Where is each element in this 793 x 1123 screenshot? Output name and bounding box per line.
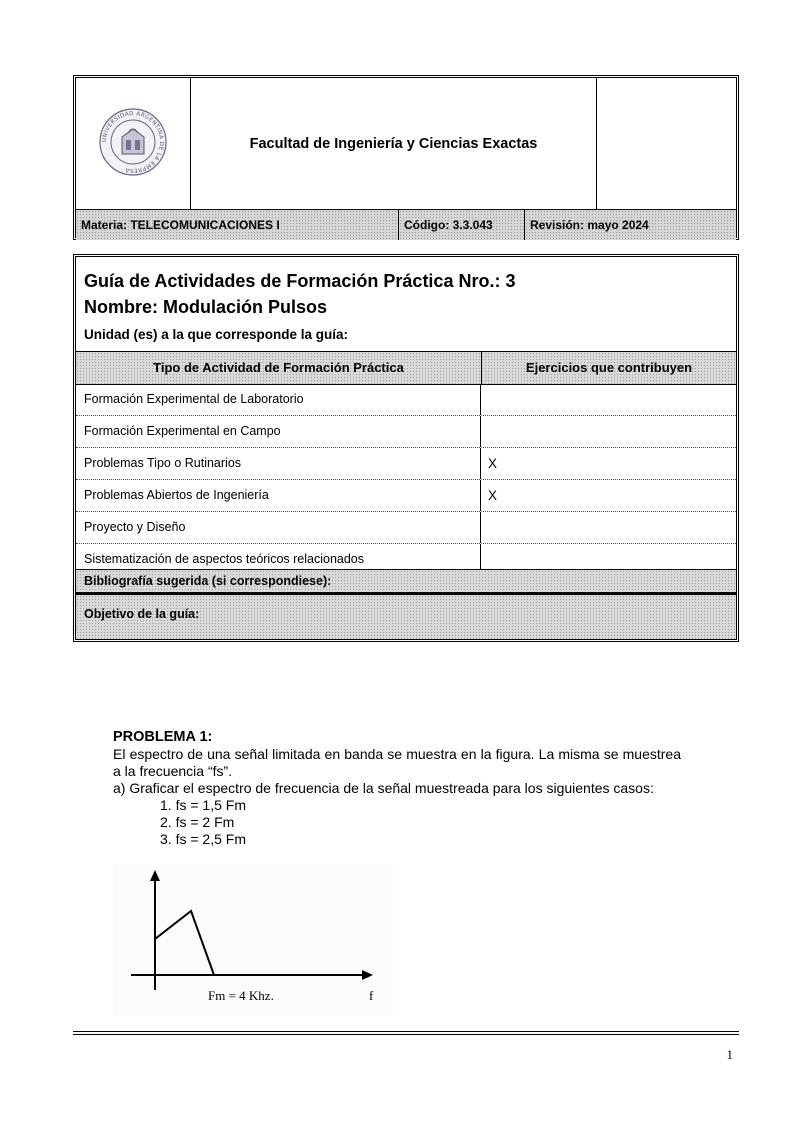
university-seal-icon	[98, 107, 168, 177]
spectrum-figure	[113, 864, 393, 1016]
mark-cell: X	[488, 488, 498, 503]
objective-section	[76, 593, 736, 639]
mark-cell: X	[488, 456, 498, 471]
problem-statement: El espectro de una señal limitada en banda se muestra en la figura. La misma se muestrea a la frecuencia “fs”.	[113, 746, 681, 779]
fm-label: Fm = 4 Khz.	[208, 988, 274, 1003]
problem-title: PROBLEMA 1:	[113, 729, 213, 745]
table-row	[76, 448, 736, 480]
activity-cell: Sistematización de aspectos teóricos relacionados	[76, 544, 481, 575]
revision-field: Revisión: mayo 2024	[525, 210, 736, 240]
header-info-row	[76, 210, 736, 240]
activity-cell: Formación Experimental en Campo	[76, 416, 481, 447]
objective-label: Objetivo de la guía:	[84, 607, 200, 621]
footer-divider	[73, 1031, 739, 1035]
activity-cell: Problemas Tipo o Rutinarios	[76, 448, 481, 479]
list-item: 2. fs = 2 Fm	[160, 814, 235, 830]
guide-unit-label: Unidad (es) a la que corresponde la guía:	[84, 327, 349, 342]
table-row	[76, 384, 736, 416]
table-row	[76, 416, 736, 448]
table-row	[76, 512, 736, 544]
activity-cell: Formación Experimental de Laboratorio	[76, 384, 481, 415]
table-row	[76, 480, 736, 512]
code-field: Código: 3.3.043	[399, 210, 525, 240]
bibliography-label: Bibliografía sugerida (si correspondiese):	[76, 569, 736, 593]
mark-cell	[482, 512, 736, 543]
document-header	[73, 75, 739, 240]
page-number: 1	[726, 1047, 733, 1062]
list-item: 1. fs = 1,5 Fm	[160, 797, 246, 813]
institution-name: Facultad de Ingeniería y Ciencias Exactas	[191, 78, 597, 209]
seal-text: UNIVERSIDAD ARGENTINA DE LA EMPRESA	[101, 110, 165, 174]
activity-cell: Problemas Abiertos de Ingeniería	[76, 480, 481, 511]
mark-cell	[482, 416, 736, 447]
list-item: 3. fs = 2,5 Fm	[160, 831, 246, 847]
guide-block	[73, 254, 739, 642]
activity-table-header	[76, 351, 736, 385]
guide-title: Guía de Actividades de Formación Práctica Nro.: 3	[84, 271, 516, 291]
header-top-row	[76, 78, 736, 210]
activity-table-body	[76, 384, 736, 576]
guide-name: Nombre: Modulación Pulsos	[84, 297, 328, 317]
spectrum-plot	[113, 864, 393, 1016]
exercises-header: Ejercicios que contribuyen	[525, 360, 693, 375]
problem-section	[113, 729, 681, 848]
frequency-axis-label: f	[369, 988, 374, 1003]
activity-cell: Proyecto y Diseño	[76, 512, 481, 543]
activity-type-header: Tipo de Actividad de Formación Práctica	[76, 352, 482, 384]
problem-task: a) Graficar el espectro de frecuencia de la señal muestreada para los siguientes casos:	[113, 780, 654, 796]
subject-field: Materia: TELECOMUNICACIONES I	[76, 210, 399, 240]
case-list	[113, 797, 681, 848]
logo-cell	[76, 78, 191, 209]
mark-cell	[482, 384, 736, 415]
